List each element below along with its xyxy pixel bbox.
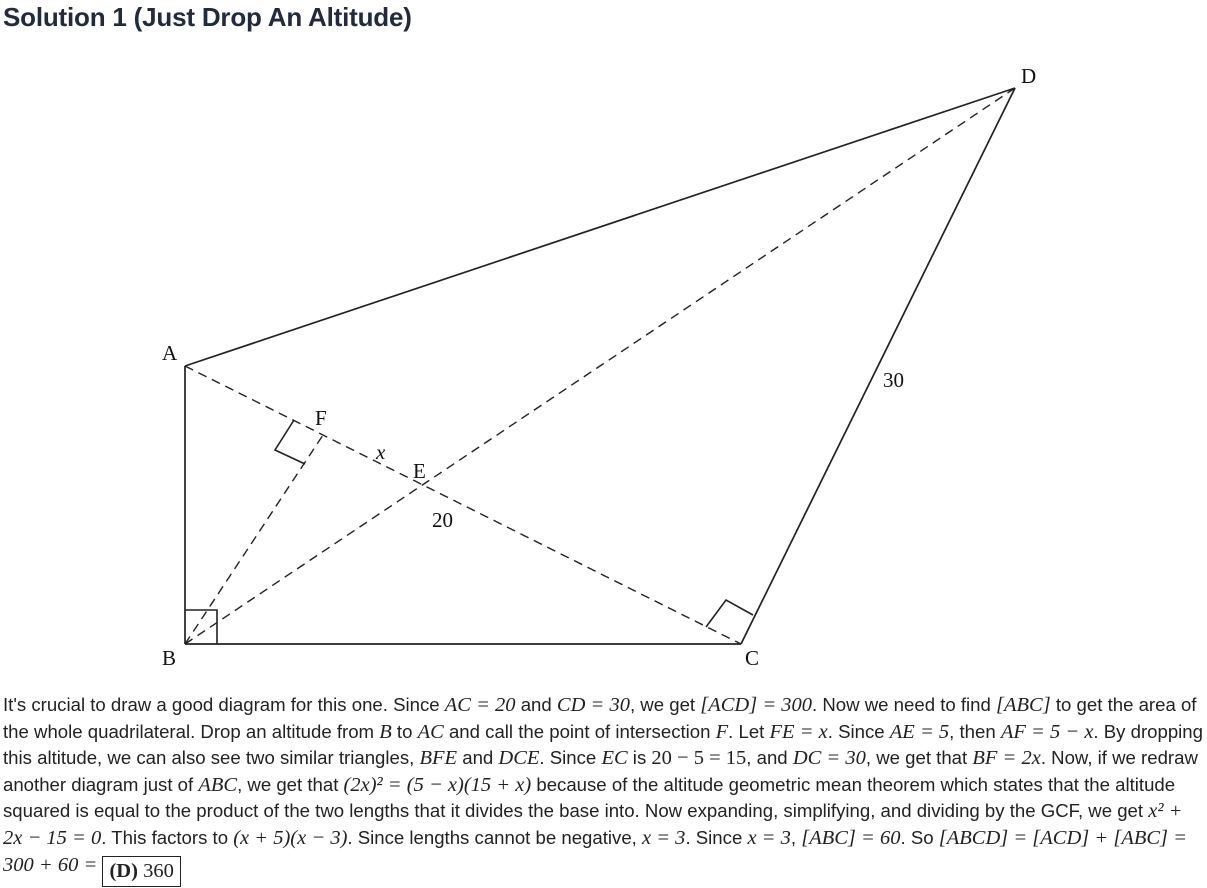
right-angle-mark-f	[275, 420, 305, 464]
solution-text	[3, 692, 1205, 887]
math-expression: AC	[417, 720, 444, 743]
math-expression: CD = 30	[556, 694, 630, 716]
vertex-label-a: A	[162, 341, 178, 365]
text-run: , and	[746, 747, 793, 769]
answer-choice: (D)	[109, 859, 138, 882]
right-angle-mark-c	[706, 600, 753, 627]
math-expression: EC	[601, 747, 628, 770]
math-expression: BFE	[419, 747, 458, 770]
altitude-bf	[185, 435, 323, 644]
math-expression: 20 − 5 = 15	[651, 747, 747, 770]
text-run: . Since	[685, 826, 748, 848]
length-label-ec: 20	[432, 508, 453, 532]
length-label-fe: x	[376, 440, 386, 464]
math-expression: AC = 20	[444, 694, 516, 716]
text-run: It's crucial to draw a good diagram for this one. Since	[3, 694, 445, 715]
text-run: and	[515, 694, 557, 715]
math-expression: FE = x	[769, 720, 828, 743]
math-expression: F	[715, 720, 729, 743]
text-run: . By dropping this altitude, we can also see two similar triangles,	[3, 720, 1203, 769]
text-run: , then	[949, 720, 1001, 742]
segment-ad	[185, 88, 1015, 366]
math-expression: AE = 5	[889, 720, 950, 743]
math-expression: DC = 30	[792, 747, 866, 770]
boxed-answer	[102, 856, 180, 887]
math-expression: ABC	[198, 773, 238, 796]
point-label-e: E	[413, 459, 426, 483]
text-run: ,	[790, 826, 802, 848]
text-run: to	[391, 720, 418, 742]
text-run: . Now we need to find	[812, 694, 997, 715]
math-expression: [ABCD] = [ACD] + [ABC] = 300 + 60 =	[3, 826, 1187, 876]
vertex-label-c: C	[745, 646, 760, 670]
vertex-label-d: D	[1021, 64, 1037, 88]
text-run: . Now, if we redraw another diagram just of	[3, 747, 1198, 795]
math-expression: AF = 5 − x	[1000, 720, 1094, 743]
segment-cd	[741, 88, 1015, 644]
length-label-cd: 30	[883, 368, 904, 392]
math-expression: x = 3	[747, 826, 791, 849]
math-expression: x = 3	[642, 826, 686, 849]
point-label-f: F	[315, 406, 327, 430]
math-expression: [ABC] = 60	[801, 826, 901, 849]
text-run: . This factors to	[101, 826, 234, 848]
text-run: , we get that	[865, 747, 973, 769]
math-expression: BF = 2x	[972, 747, 1041, 770]
answer-value: 360	[143, 859, 174, 882]
math-expression: B	[379, 720, 392, 743]
math-expression: [ACD] = 300	[700, 694, 813, 716]
text-run: . Since	[539, 747, 602, 769]
text-run: because of the altitude geometric mean theorem which states that the altitude squared is equal to the product of the two lengths that it divides the base into. Now expanding, simplifying, and dividing by the GCF, we get	[3, 773, 1176, 822]
text-run: . Since	[827, 720, 890, 742]
text-run: and call the point of intersection	[443, 720, 716, 742]
solution-heading: Solution 1 (Just Drop An Altitude)	[3, 2, 412, 32]
text-run: , we get	[629, 694, 701, 715]
text-run: to get the area of the whole quadrilateral. Drop an altitude from	[3, 694, 1197, 742]
text-run: and	[457, 747, 499, 769]
right-angle-mark-b	[185, 610, 217, 644]
math-expression: DCE	[498, 747, 540, 770]
math-expression: (2x)² = (5 − x)(15 + x)	[343, 773, 532, 796]
text-run: . Since lengths cannot be negative,	[347, 826, 642, 848]
solution-paragraph	[3, 692, 1205, 887]
text-run: , we get that	[237, 773, 344, 795]
math-expression: (x + 5)(x − 3)	[233, 826, 348, 849]
vertex-label-b: B	[162, 646, 177, 670]
math-expression: [ABC]	[996, 694, 1051, 716]
text-run: is	[627, 747, 652, 769]
math-expression: x² + 2x − 15 = 0	[3, 800, 1183, 849]
text-run: . So	[900, 826, 939, 848]
diagonal-bd	[185, 88, 1015, 644]
text-run: . Let	[728, 720, 770, 742]
diagonal-ac	[185, 366, 741, 644]
